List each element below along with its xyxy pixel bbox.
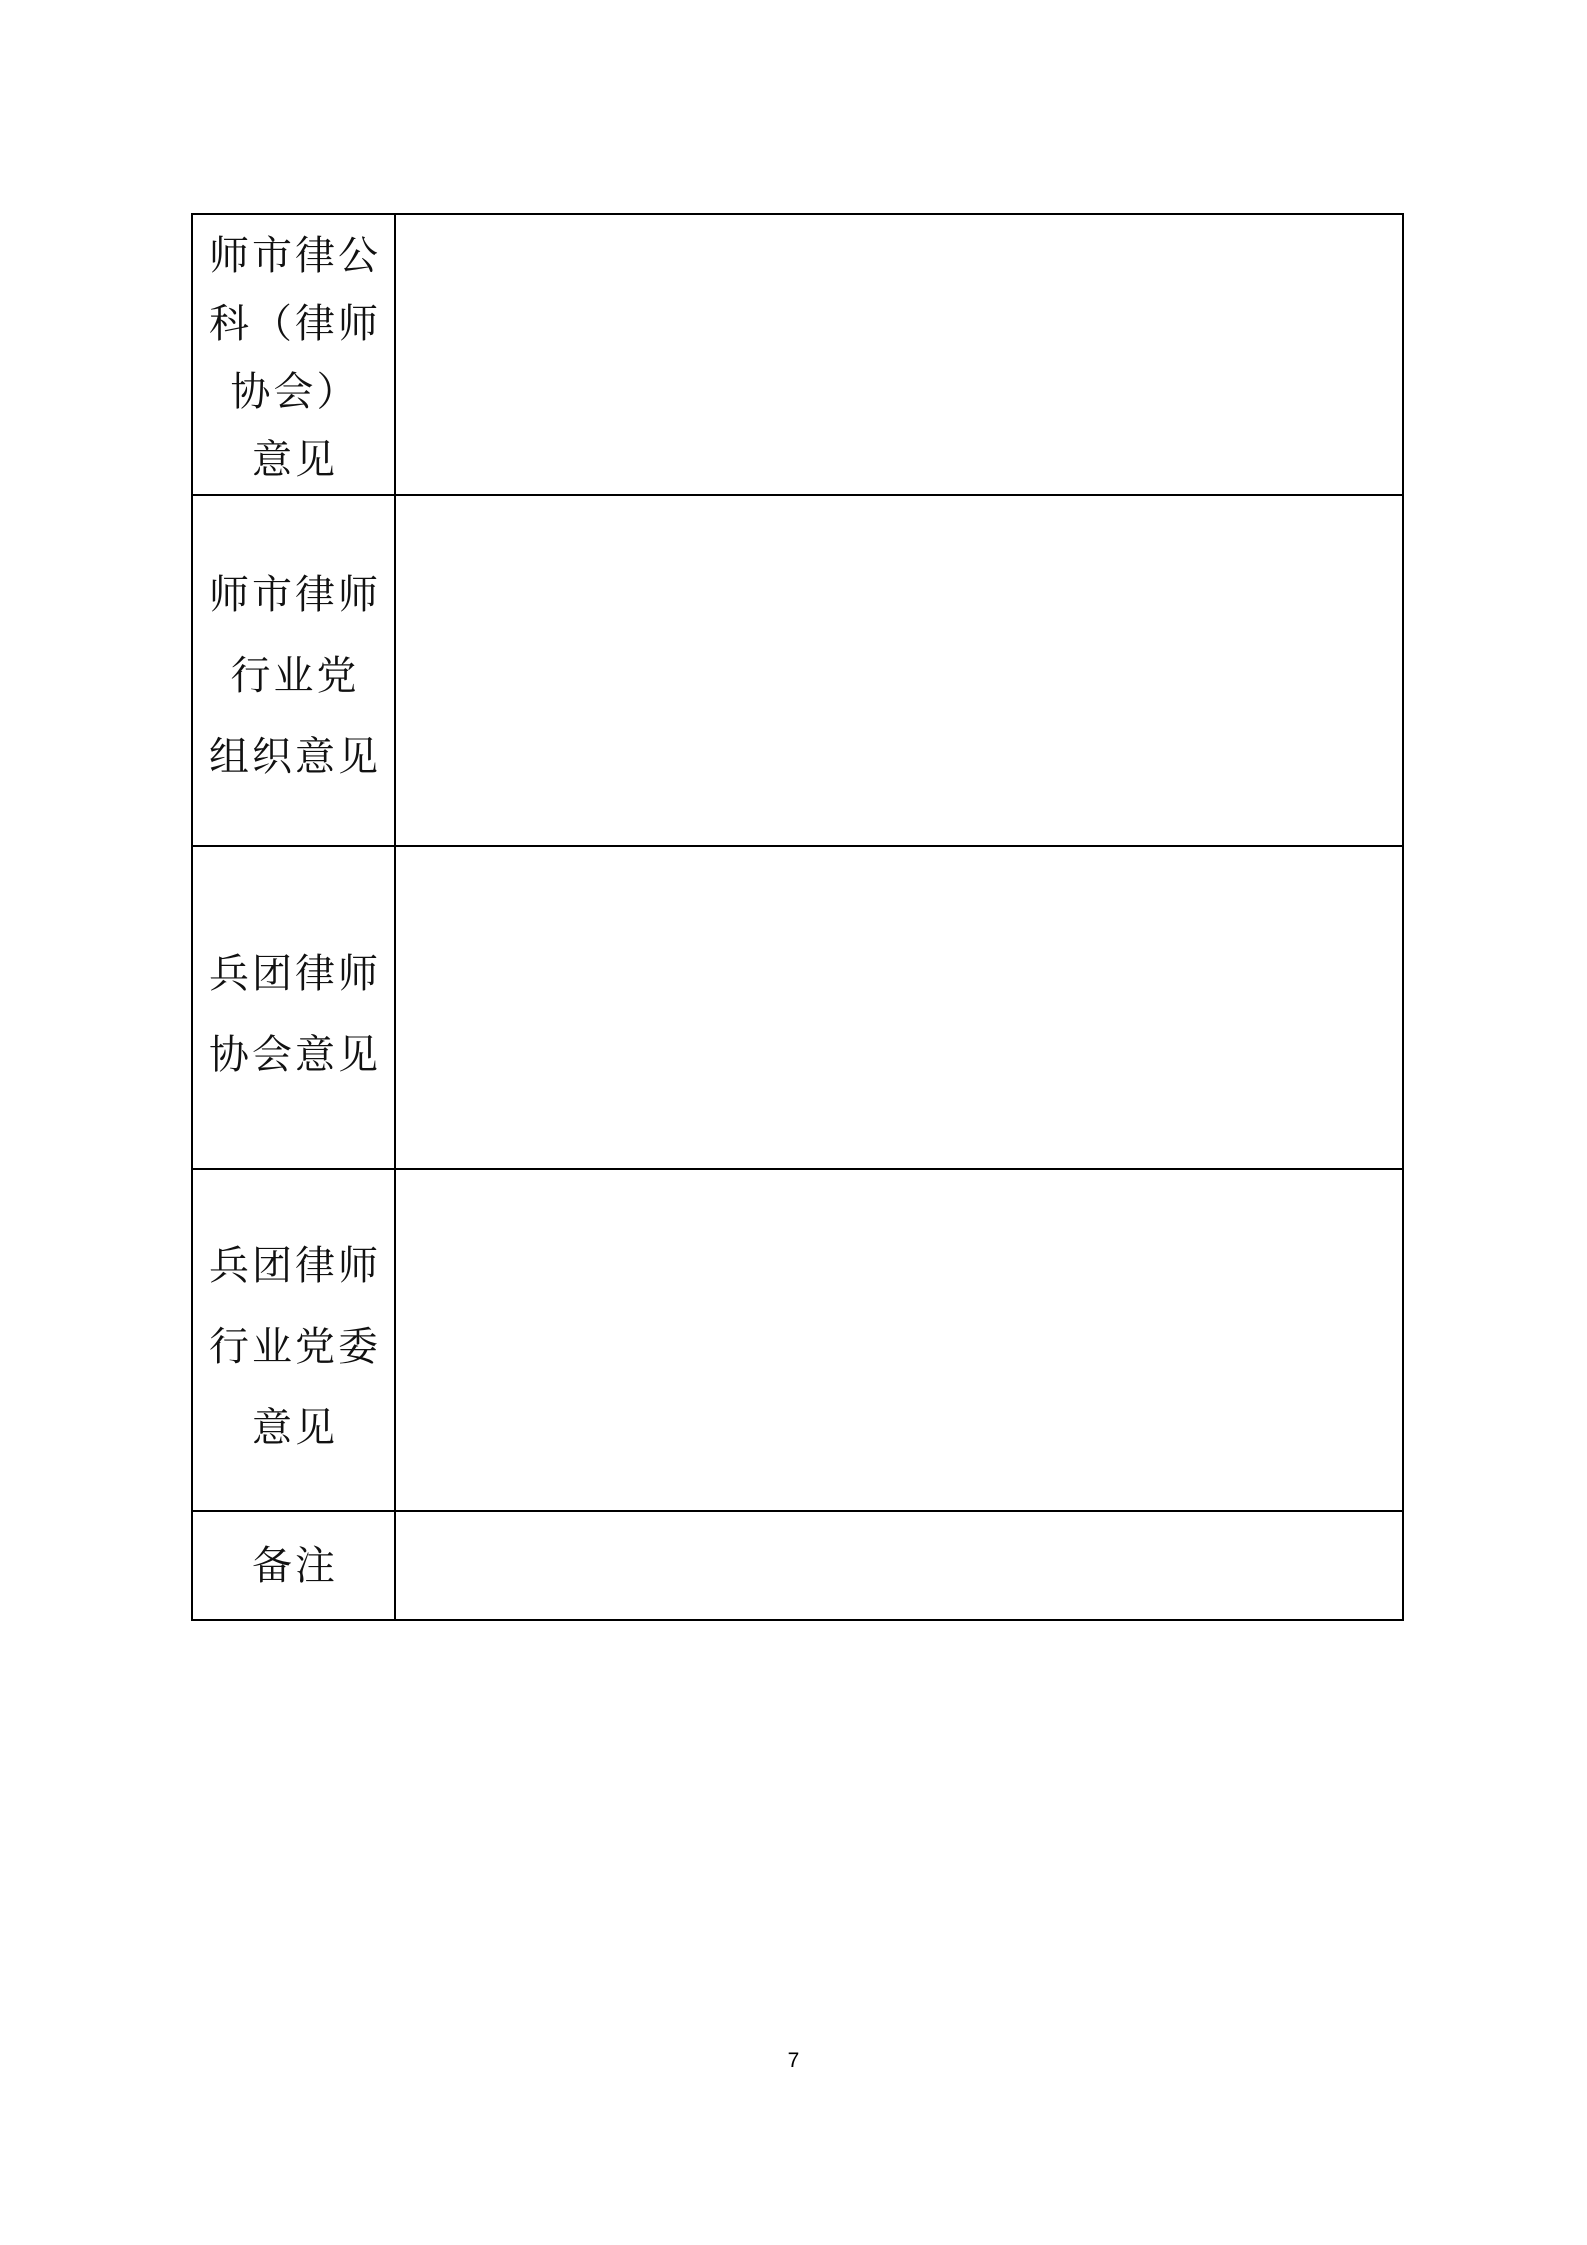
form-row-division-law-section [192,214,1403,495]
label-cell-division-law-section [192,214,395,495]
label-line: 师市律公 [209,232,381,278]
form-row-corps-lawyers-association [192,846,1403,1169]
label-line: 意见 [252,436,338,482]
label-line: 行业党委 [209,1323,381,1369]
form-row-remarks [192,1511,1403,1620]
label-line: 兵团律师 [209,1242,381,1288]
label-cell-corps-party-committee [192,1169,395,1511]
label-cell-corps-lawyers-association [192,846,395,1169]
label-line: 科（律师 [209,300,381,346]
row-label [193,544,394,797]
form-row-corps-party-committee [192,1169,1403,1511]
label-line: 备注 [252,1543,338,1588]
row-label [193,1213,394,1468]
label-line: 意见 [252,1404,338,1450]
label-line: 组织意见 [209,734,381,779]
remarks-field [395,1511,1403,1620]
row-label [193,921,394,1095]
label-line: 协会意见 [209,1031,381,1077]
label-line: 师市律师 [209,572,381,617]
label-line: 协会） [230,368,360,414]
opinion-form-table [191,213,1404,1621]
page-number: 7 [787,2049,800,2072]
label-line: 兵团律师 [209,950,381,996]
opinion-field-corps-party-committee [395,1169,1403,1511]
opinion-field-division-law-section [395,214,1403,495]
form-row-division-party-org [192,495,1403,846]
opinion-field-corps-lawyers-association [395,846,1403,1169]
label-cell-remarks [192,1511,395,1620]
label-cell-division-party-org [192,495,395,846]
row-label [193,1525,394,1606]
opinion-field-division-party-org [395,495,1403,846]
row-label [193,216,394,494]
label-line: 行业党 [230,653,360,698]
